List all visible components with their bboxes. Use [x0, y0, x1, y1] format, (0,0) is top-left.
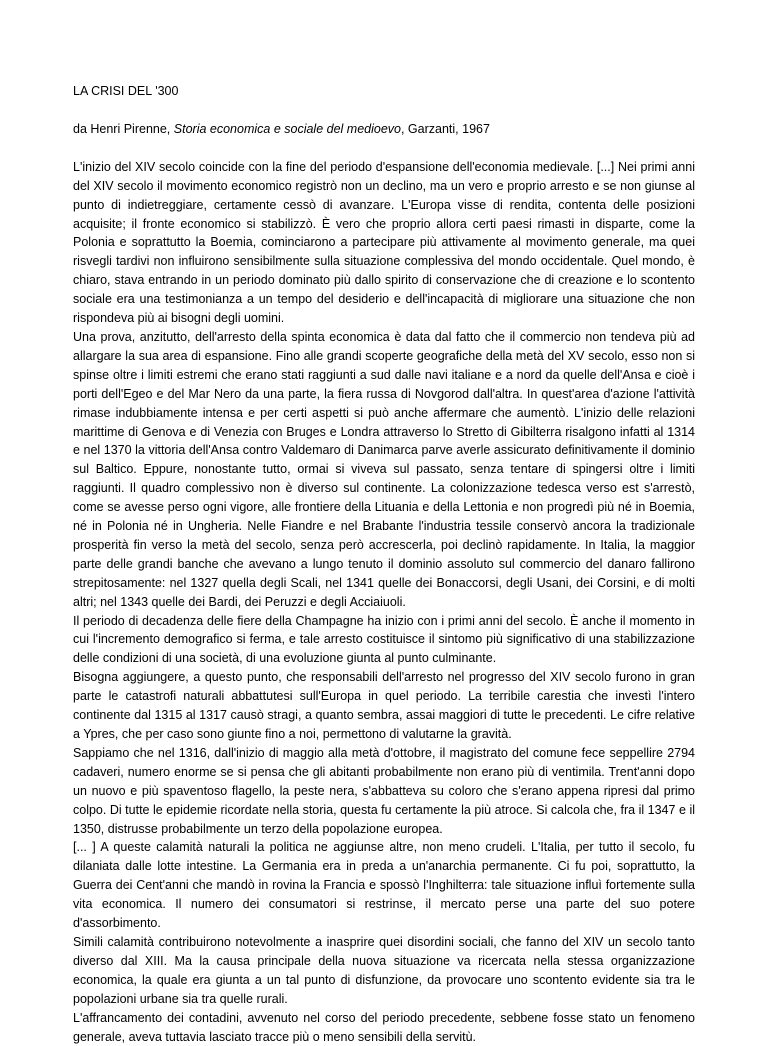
paragraph: [... ] A queste calamità naturali la politica ne aggiunse altre, non meno crudeli. L'Italia, per tutto il secolo, fu dilaniata dalle lotte intestine. La Germania era in preda a un'anarchia permanente. Ci fu poi, soprattutto, la Guerra dei Cent'anni che mandò in rovina la Francia e spossò l'Inghilterra: tale situazione influì fortemente sulla vita economica. Il numero dei consumatori si restrinse, il mercato perse una parte del suo potere d'assorbimento.: [73, 840, 695, 931]
body-text: [73, 158, 695, 1046]
source-citation: [73, 120, 695, 139]
paragraph: Il periodo di decadenza delle fiere della Champagne ha inizio con i primi anni del secolo. È anche il momento in cui l'incremento demografico si ferma, e tale arresto costituisce il sintomo più significativo di una stabilizzazione delle condizioni di una società, di una evoluzione giunta al punto culminante.: [73, 613, 695, 666]
document-page: [73, 82, 695, 1046]
source-publisher: , Garzanti, 1967: [400, 121, 490, 136]
paragraph: Una prova, anzitutto, dell'arresto della spinta economica è data dal fatto che il commercio non tendeva più ad allargare la sua area di espansione. Fino alle grandi scoperte geografiche della metà del XV secolo, esso non si spinse oltre i limiti estremi che erano stati raggiunti a sud dalle navi italiane e a nord da quelle dell'Ansa e cioè i porti dell'Egeo e del Mar Nero da una parte, la fiera russa di Novgorod dall'altra. In quest'area d'azione l'attività rimase indubbiamente intensa e per certi aspetti si può anche affermare che aumentò. L'inizio delle relazioni marittime di Genova e di Venezia con Bruges e Londra attraverso lo Stretto di Gibilterra risalgono infatti al 1314 e nel 1370 la vittoria dell'Ansa contro Valdemaro di Danimarca parve averle assicurato definitivamente il dominio sul Baltico. Eppure, nonostante tutto, ormai si viveva sul passato, senza tentare di spingersi oltre i limiti raggiunti. Il quadro complessivo non è diverso sul continente. La colonizzazione tedesca verso est s'arrestò, come se avesse perso ogni vigore, alle frontiere della Lituania e della Lettonia e non progredì più né in Boemia, né in Polonia né in Ungheria. Nelle Fiandre e nel Brabante l'industria tessile conservò ancora la tradizionale prosperità fin verso la metà del secolo, senza però accrescerla, poi declinò rapidamente. In Italia, la maggior parte delle grandi banche che avevano a lungo tenuto il dominio assoluto sul commercio del danaro fallirono strepitosamente: nel 1327 quella degli Scali, nel 1341 quelle dei Bonaccorsi, degli Usani, dei Corsini, e di molti altri; nel 1343 quelle dei Bardi, dei Peruzzi e degli Acciaiuoli.: [73, 329, 695, 609]
paragraph: L'affrancamento dei contadini, avvenuto nel corso del periodo precedente, sebbene fosse stato un fenomeno generale, aveva tuttavia lasciato tracce più o meno sensibili della servitù.: [73, 1010, 695, 1044]
paragraph: Sappiamo che nel 1316, dall'inizio di maggio alla metà d'ottobre, il magistrato del comune fece seppellire 2794 cadaveri, numero enorme se si pensa che gli abitanti probabilmente non erano più di ventimila. Trent'anni dopo un nuovo e più spaventoso flagello, la peste nera, s'abbatteva su coloro che s'erano appena ripresi dal primo colpo. Di tutte le epidemie ricordate nella storia, questa fu certamente la più atroce. Si calcola che, fra il 1347 e il 1350, distrusse probabilmente un terzo della popolazione europea.: [73, 745, 695, 836]
document-title: LA CRISI DEL '300: [73, 84, 179, 98]
paragraph: Bisogna aggiungere, a questo punto, che responsabili dell'arresto nel progresso del XIV secolo furono in gran parte le catastrofi naturali abbattutesi sull'Europa in quel periodo. La terribile carestia che investì l'intero continente dal 1315 al 1317 causò stragi, a quanto sembra, assai maggiori di tutte le precedenti. Le cifre relative a Ypres, che per caso sono giunte fino a noi, permettono di valutarne la gravità.: [73, 670, 695, 741]
source-author: da Henri Pirenne,: [73, 121, 174, 136]
paragraph: L'inizio del XIV secolo coincide con la fine del periodo d'espansione dell'economia medievale. [...] Nei primi anni del XIV secolo il movimento economico registrò non un declino, ma un vero e proprio arresto e se non giunse al punto di indietreggiare, certamente cessò di avanzare. L'Europa visse di rendita, contenta delle posizioni acquisite; il fronte economico si stabilizzò. È vero che proprio allora certi paesi rimasti in disparte, come la Polonia e soprattutto la Boemia, cominciarono a partecipare più attivamente al movimento generale, ma quei risvegli tardivi non influirono sensibilmente sulla situazione complessiva del mondo occidentale. Quel mondo, è chiaro, stava entrando in un periodo dominato più dallo spirito di conservazione che di creazione e lo scontento sociale era una testimonianza a un tempo del desiderio e dell'incapacità di migliorare una situazione che non rispondeva più ai bisogni degli uomini.: [73, 159, 695, 326]
source-book-title: Storia economica e sociale del medioevo: [173, 121, 401, 136]
paragraph: Simili calamità contribuirono notevolmente a inasprire quei disordini sociali, che fanno del XIV un secolo tanto diverso dal XIII. Ma la causa principale della nuova situazione va ricercata nella stessa organizzazione economica, la quale era giunta a un tal punto di disfunzione, da provocare uno scontento evidente sia tra le popolazioni urbane sia tra quelle rurali.: [73, 934, 695, 1006]
